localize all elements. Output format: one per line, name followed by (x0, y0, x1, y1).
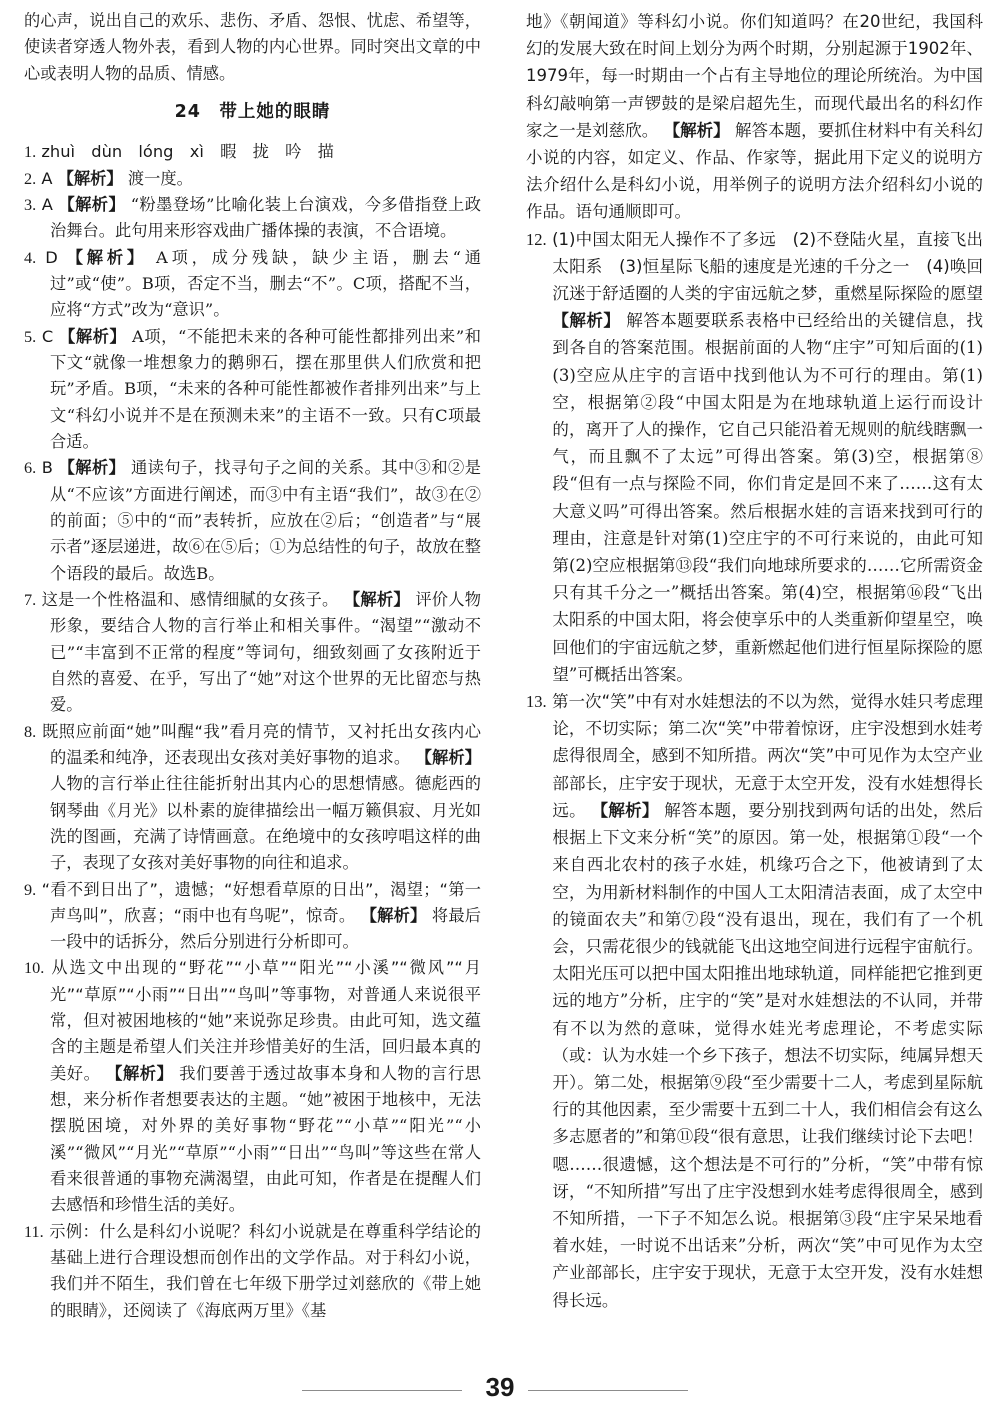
item-analysis: 渡一度。 (127, 168, 193, 188)
item-analysis: A项，“不能把未来的各种可能性都排列出来”和下文“就像一堆想象力的鹅卵石，摆在那里供人们欣赏和把玩”矛盾。B项，“未来的各种可能性都被作者排列出来”与上文“科幻小说并不是在预测未来”的主语不一致。只有C项最合适。 (50, 326, 481, 451)
item-analysis: 解答本题，要分别找到两句话的出处，然后根据上下文来分析“笑”的原因。第一处，根据第①段“一个来自西北农村的孩子水娃，机缘巧合之下，他被请到了太空，为用新材料制作的中国人工太阳清洁表面，成了太空中的镜面农夫”和第⑦段“没有退出，现在，我们有了一个机会，只需花很少的钱就能飞出这地空间进行远程宇宙航行。太阳光压可以把中国太阳推出地球轨道，同样能把它推到更远的地方”分析，庄宇的“笑”是对水娃想法的不认同，并带有不以为然的意味，觉得水娃光考虑理论，不考虑实际（或：认为水娃一个乡下孩子，想法不切实际，纯属异想天开）。第二处，根据第⑨段“至少需要十二人，考虑到星际航行的其他因素，至少需要十五到二十人，我们相信会有这么多志愿者的”和第⑪段“很有意思，让我们继续讨论下去吧！嗯……很遗憾，这个想法是不可行的”分析，“笑”中带有惊讶，“不知所措”写出了庄宇没想到水娃考虑得很周全，感到不知所措，一下子不知怎么说。根据第③段“庄宇呆呆地看着水娃，一时说不出话来”分析，两次“笑”中可见作为太空产业部部长，庄宇安于现状，无意于太空开发，没有水娃想得长远。 (552, 800, 984, 1310)
answer-item (24, 139, 481, 165)
item-text: zhuì dùn lóng xì 暇 拢 吟 描 (41, 142, 334, 162)
item-number: 4. (24, 248, 37, 267)
item-analysis: 评价人物形象，要结合人物的言行举止和相关事件。“渴望”“激动不已”“丰富到不正常的程度”等词句，细致刻画了女孩附近于自然的喜爱、在乎，写出了“她”对这个世界的无比留恋与热爱。 (50, 589, 482, 715)
analysis-tag: 【解析】 (106, 1063, 174, 1083)
item-answer: 示例：什么是科幻小说呢？科幻小说就是在尊重科学结论的基础上进行合理设想而创作出的文学作品。对于科幻小说，我们并不陌生，我们曾在七年级下册学过刘慈欣的《带上她的眼睛》，还阅读了《海底两万里》《基 (49, 1221, 482, 1320)
intro-paragraph: 的心声，说出自己的欢乐、悲伤、矛盾、怨恨、忧虑、希望等，使读者穿透人物外表，看到人物的内心世界。同时突出文章的中心或表明人物的品质、情感。 (24, 11, 481, 83)
analysis-tag: 【解析】 (663, 120, 730, 140)
analysis-tag: 【解析】 (59, 326, 127, 346)
answer-item (24, 192, 481, 245)
analysis-tag: 【解析】 (58, 458, 126, 478)
analysis-tag: 【解析】 (552, 311, 621, 331)
continuation-analysis: 解答本题，要抓住材料中有关科幻小说的内容，如定义、作品、作家等，据此用下定义的说明方法介绍什么是科幻小说，用举例子的说明方法介绍科幻小说的作品。语句通顺即可。 (526, 120, 984, 222)
answer-item (526, 688, 983, 1314)
analysis-tag: 【解析】 (360, 905, 427, 925)
analysis-tag: 【解析】 (66, 247, 148, 267)
answer-item (24, 719, 481, 877)
item-number: 2. (24, 169, 37, 188)
analysis-tag: 【解析】 (343, 589, 410, 609)
item-answer: 这是一个性格温和、感情细腻的女孩子。 (41, 589, 339, 609)
item-number: 7. (24, 590, 37, 609)
item-number: 3. (24, 195, 37, 214)
left-column (24, 8, 481, 1324)
footer-rule-left (302, 1390, 462, 1391)
item-answer: A (41, 194, 53, 214)
answer-item (24, 455, 481, 587)
continuation-text: 地》《朝闻道》等科幻小说。你们知道吗？在20世纪，我国科幻的发展大致在时间上划分为两个时期，分别起源于1902年、1979年，每一时期由一个占有主导地位的理论所统治。为中国科幻敲响第一声锣鼓的是梁启超先生，而现代最出名的科幻作家之一是刘慈欣。 (526, 12, 983, 140)
item-answer: “看不到日出了”，遗憾；“好想看草原的日出”，渴望；“第一声鸟叫”，欣喜；“雨中也有鸟呢”，惊奇。 (41, 879, 481, 925)
item-analysis: A项，成分残缺，缺少主语，删去“通过”或“使”。B项，否定不当，删去“不”。C项，搭配不当，应将“方式”改为“意识”。 (50, 247, 482, 320)
left-answer-list (24, 139, 481, 1324)
section-title: 24 带上她的眼睛 (174, 101, 331, 122)
answer-item (24, 877, 481, 956)
analysis-tag: 【解析】 (58, 194, 126, 214)
page-footer (0, 1372, 1000, 1402)
analysis-tag: 【解析】 (591, 800, 659, 820)
item-answer: (1)中国太阳无人操作不了多远 (2)不登陆火星，直接飞出太阳系 (3)恒星际飞船的速度是光速的千分之一 (4)唤回沉迷于舒适圈的人类的宇宙远航之梦，重燃星际探险的愿望 (552, 229, 984, 304)
answer-item (24, 324, 481, 456)
item-number: 1. (24, 143, 37, 162)
answer-item (24, 166, 481, 192)
item-analysis: 解答本题要联系表格中已经给出的关键信息，找到各自的答案范围。根据前面的人物“庄宇”可知后面的(1)(3)空应从庄宇的言语中找到他认为不可行的理由。第(1)空，根据第②段“中国太阳是为在地球轨道上运行而设计的，离开了人的操作，它自己只能沿着无规则的航线瞎飘一气，而且飘不了太远”可得出答案。第(3)空，根据第⑧段“但有一点与探险不同，你们肯定是回不来了……这有太大意义吗”可得出答案。然后根据水娃的言语来找到可行的理由，注意是针对第(1)空庄宇的不可行来说的，由此可知第(2)空应根据第⑬段“我们向地球所要求的……它所需资金只有其千分之一”概括出答案。第(4)空，根据第⑯段“飞出太阳系的中国太阳，将会使享乐中的人类重新仰望星空，唤回他们的宇宙远航之梦，重新燃起他们进行恒星际探险的愿望”可概括出答案。 (552, 311, 984, 684)
page-number: 39 (485, 1372, 515, 1402)
item-analysis: “粉墨登场”比喻化装上台演戏，今多借指登上政治舞台。此句用来形容戏曲广播体操的表演，不合语境。 (50, 194, 481, 241)
item-analysis: 人物的言行举止往往能折射出其内心的思想情感。德彪西的钢琴曲《月光》以朴素的旋律描绘出一幅万籁俱寂、月光如洗的图画，充满了诗情画意。在绝境中的女孩哼唱这样的曲子，表现了女孩对美好事物的向往和追求。 (50, 774, 481, 873)
analysis-tag: 【解析】 (415, 747, 482, 767)
footer-rule-right (528, 1390, 688, 1391)
item-answer: B (41, 458, 53, 478)
answer-item (24, 955, 481, 1218)
right-answer-list (526, 226, 983, 1314)
answer-item (24, 1219, 481, 1324)
answer-item (526, 226, 983, 688)
item-answer: A (41, 168, 53, 188)
item-number: 12. (526, 229, 547, 249)
item-number: 10. (24, 959, 45, 978)
item-number: 8. (24, 722, 37, 741)
item-number: 11. (24, 1222, 44, 1241)
item-number: 5. (24, 327, 37, 346)
answer-item (24, 245, 481, 324)
analysis-tag: 【解析】 (57, 168, 123, 188)
item-analysis: 将最后一段中的话拆分，然后分别进行分析即可。 (50, 905, 482, 952)
item-answer: C (41, 326, 54, 346)
item-answer: 第一次“笑”中有对水娃想法的不以为然，觉得水娃只考虑理论，不切实际；第二次“笑”中带着惊讶，庄宇没想到水娃考虑得很周全，感到不知所措。两次“笑”中可见作为太空产业部部长，庄宇安于现状，无意于太空开发，没有水娃想得长远。 (551, 692, 983, 820)
item-number: 6. (24, 459, 37, 478)
item-analysis: 我们要善于透过故事本身和人物的言行思想，来分析作者想要表达的主题。“她”被困于地核中，无法摆脱困境，对外界的美好事物“野花”“小草”“阳光”“小溪”“微风”“月光”“草原”“小雨”“日出”“鸟叫”等这些在常人看来很普通的事物充满渴望，由此可知，作者是在提醒人们去感悟和珍惜生活的美好。 (50, 1063, 482, 1215)
item-number: 9. (24, 880, 37, 899)
item-answer: 从选文中出现的“野花”“小草”“阳光”“小溪”“微风”“月光”“草原”“小雨”“日出”“鸟叫”等事物，对普通人来说很平常，但对被困地核的“她”来说弥足珍贵。由此可知，选文蕴含的主题是希望人们关注并珍惜美好的生活，回归最本真的美好。 (50, 958, 481, 1083)
right-column (526, 8, 983, 1314)
item-answer: 既照应前面“她”叫醒“我”看月亮的情节，又衬托出女孩内心的温柔和纯净，还表现出女孩对美好事物的追求。 (41, 721, 482, 767)
item-answer: D (45, 247, 58, 267)
item-number: 13. (526, 692, 547, 712)
item-analysis: 通读句子，找寻句子之间的关系。其中③和②是从“不应该”方面进行阐述，而③中有主语“我们”，故③在②的前面；⑤中的“而”表转折，应放在②后；“创造者”与“展示者”逐层递进，故⑥在⑤后；①为总结性的句子，故放在整个语段的最后。故选B。 (50, 458, 481, 583)
continuation-paragraph (526, 8, 983, 226)
answer-item (24, 587, 481, 719)
